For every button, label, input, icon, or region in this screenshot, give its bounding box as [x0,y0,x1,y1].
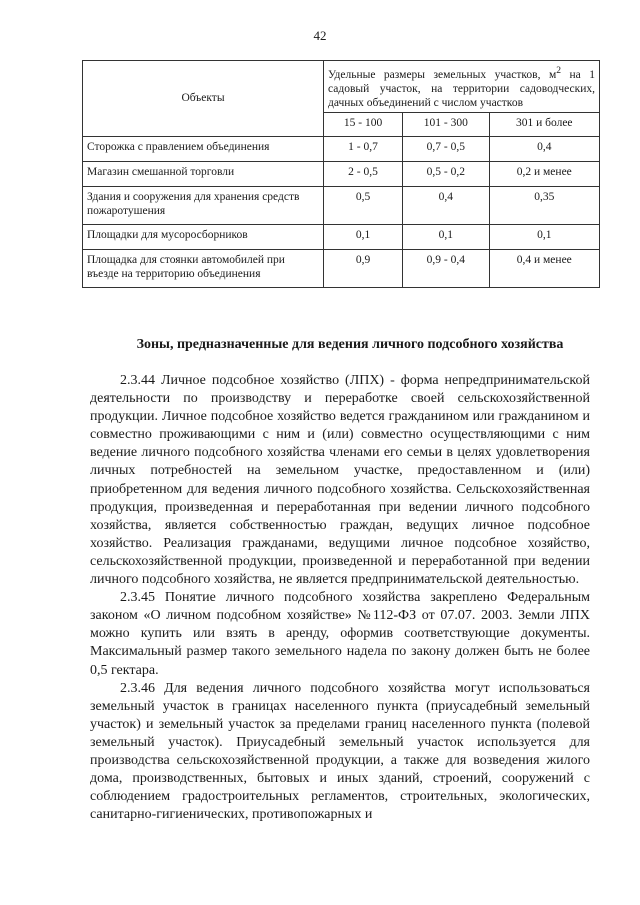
table-row [83,161,600,186]
page-number: 42 [313,28,327,43]
header-sizes [324,61,600,113]
table-row [83,249,600,287]
row-value: 0,9 - 0,4 [403,249,489,287]
row-value: 0,4 и менее [489,249,599,287]
row-name: Площадки для мусоросборников [83,224,324,249]
table-row [83,224,600,249]
table-header-row [83,61,600,113]
row-name: Здания и сооружения для хранения средств пожаротушения [83,186,324,224]
objects-table [82,60,600,288]
row-name: Сторожка с правлением объединения [83,136,324,161]
row-value: 0,4 [489,136,599,161]
row-value: 0,1 [489,224,599,249]
row-name: Площадка для стоянки автомобилей при въезде на территорию объединения [83,249,324,287]
row-value: 0,7 - 0,5 [403,136,489,161]
column-header: 101 - 300 [403,112,489,136]
row-value: 0,2 и менее [489,161,599,186]
column-header: 301 и более [489,112,599,136]
body-text [90,372,590,824]
row-value: 0,4 [403,186,489,224]
header-sizes-sup: 2 [556,65,562,76]
row-value: 0,1 [403,224,489,249]
row-value: 0,5 - 0,2 [403,161,489,186]
header-sizes-suffix: на 1 садовый участок, на территории садоводческих, дачных объединений с числом участков [328,68,596,109]
row-value: 1 - 0,7 [324,136,403,161]
row-value: 2 - 0,5 [324,161,403,186]
row-value: 0,5 [324,186,403,224]
paragraph-2-3-44: 2.3.44 Личное подсобное хозяйство (ЛПХ) - форма непредпринимательской деятельности по производству и переработке своей сельскохозяйственной продукции. Личное подсобное хозяйство ведется гражданином или гражданином и совместно проживающими с ним и (или) совместно осуществляющими с ним ведение личного подсобного хозяйства членами его семьи в целях удовлетворения личных потребностей на земельном участке, предоставленном и (или) приобретенном для ведения личного подсобного хозяйства. Сельскохозяйственная продукция, произведенная и переработанная при ведении личного подсобного хозяйства, является собственностью граждан, ведущих личное подсобное хозяйство. Реализация гражданами, ведущими личное подсобное хозяйство, сельскохозяйственной продукции, произведенной и переработанной при ведении личного подсобного хозяйства, не является предпринимательской деятельностью. [90,373,590,588]
header-sizes-prefix: Удельные размеры земельных участков, м [328,68,557,81]
row-value: 0,9 [324,249,403,287]
row-name: Магазин смешанной торговли [83,161,324,186]
paragraph-2-3-45: 2.3.45 Понятие личного подсобного хозяйства закреплено Федеральным законом «О личном подсобном хозяйстве» №112-ФЗ от 07.07. 2003. Земли ЛПХ можно купить или взять в аренду, оформив соответствующие документы. Максимальный размер такого земельного надела по закону должен быть не более 0,5 гектара. [90,590,590,678]
header-objects: Объекты [83,61,324,137]
row-value: 0,35 [489,186,599,224]
table-row [83,186,600,224]
section-title: Зоны, предназначенные для ведения личного подсобного хозяйства [136,337,564,352]
paragraph-2-3-46: 2.3.46 Для ведения личного подсобного хозяйства могут использоваться земельный участок в границах населенного пункта (приусадебный земельный участок) и земельный участок за пределами границ населенного пункта (полевой земельный участок). Приусадебный земельный участок используется для производства сельскохозяйственной продукции, а также для возведения жилого дома, производственных, бытовых и иных зданий, строений, сооружений с соблюдением градостроительных регламентов, строительных, экологических, санитарно-гигиенических, противопожарных и [90,680,590,823]
table-row [83,136,600,161]
row-value: 0,1 [324,224,403,249]
column-header: 15 - 100 [324,112,403,136]
